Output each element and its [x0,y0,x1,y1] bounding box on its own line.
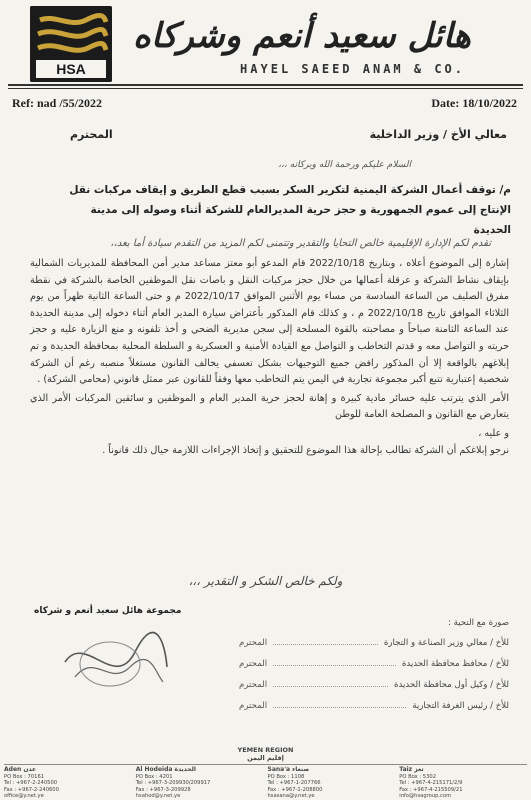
office-box: PO Box : 70161 [4,773,45,780]
letter-body [30,256,509,459]
office-box: PO Box : 4201 [135,773,173,780]
greeting: السلام عليكم ورحمة الله وبركاته ،،، [278,160,411,170]
copy-honorific: المحترم [239,659,268,669]
copy-recipient: للأخ / رئيس الغرفة التجارية [412,701,509,711]
body-paragraph: إشارة إلى الموضوع أعلاه ، وبتاريخ 2022/10/18 قام المدعو أبو معتز مساعد مدير أمن المحافظة للمديريات الشمالية بإيقاف نشاط الشركة و عرقلة أعمالها من خلال حجز مركبات النقل و باصات نقل الموظفين الخاصة بالشركة في نقطة مفرق الصليف من الساعة السادسة من مساء يوم الأثنين الموافق 2022/10/17 م و حتى الساعة الثانية ظهراً من يوم الثلاثاء الموافق تاريخ 2022/10/18 م ، و كذلك قام المذكور بأعتراض سيارة المدير العام أثناء دخوله إلى مدينة الحديدة عند الساعة الثامنة صباحاً و مصاحبته بالقوة المسلحة إلى سجن مديرية الضحي و أخذ تلفونه و منع الزيارة عليه و حجز حريته و التواصل معه و قدتم التخاطب و التواصل مع القيادة الأمنية و العسكرية و السلطة المحلية بمحافظة الحديدة و تم إبلاغهم بالواقعة إلا أن المذكور رافض جميع التوجيهات بشكل تعسفي يخالف القانون مستغلاً منصبه رغم أن الشركة شخصية إعتبارية تتبع أكبر مجموعة تجارية في اليمن يتم التخاطب معها وفقاً للقانون عبر ممثل قانوني (محامي الشركة) . [30,258,509,386]
footer-offices [4,764,527,800]
office-name: Taiz تعز [399,766,424,773]
subject-line: م/ توقف أعمال الشركة اليمنية لتكرير السكر بسبب قطع الطريق و إيقاف مركبات نقل الإنتاج إلى عموم الجمهورية و حجز حرية المديرالعام للشركة أثناء وصوله إلى مدينة الحديدة [69,184,511,236]
dotted-line [273,636,378,645]
office-name: Al Hodeida الحديدة [135,766,196,773]
office-email: info@hsagroup.com [399,793,452,800]
office-fax: Fax : +967-1-208800 [267,786,323,793]
closing-line: ولكم خالص الشكر و التقدير ،،، [188,574,343,588]
office-fax: Fax : +967-2-240600 [4,786,59,793]
company-stamp-image [55,622,175,700]
dotted-line [273,657,396,666]
office-tel: Tel : +967-1-207766 [267,780,321,787]
recipient-honorific: المحترم [70,128,113,141]
copy-recipient-row [239,636,509,657]
office-email: hsasana@y.net.ye [267,793,315,800]
office-email: hsahod@y.net.ye [135,793,181,800]
reference-number: Ref: nad /55/2022 [12,96,102,110]
logo-text: HSA [56,61,86,77]
copy-recipient-row [239,678,509,699]
office-tel: Tel : +967-2-240500 [4,780,58,787]
company-logo [30,6,112,82]
dotted-line [273,678,388,687]
recipient: معالي الأخ / وزير الداخلية [369,128,507,141]
copy-recipient: للأخ / محافظ محافظة الحديدة [401,659,509,669]
office-name: Sana'a صنعاء [267,766,310,773]
office-hodeida [136,767,264,800]
dotted-line [273,699,406,708]
copy-recipient: للأخ / معالي وزير الصناعة و التجارة [383,638,509,648]
region-english: YEMEN REGION [237,746,294,754]
copy-recipient-row [239,699,509,720]
letter-date: Date: 18/10/2022 [431,96,517,110]
office-box: PO Box : 1108 [267,773,305,780]
company-name-english: HAYEL SAEED ANAM & CO. [240,62,465,76]
copy-honorific: المحترم [239,680,268,690]
copies-title: صورة مع التحية : [447,618,509,628]
region-label [0,746,531,762]
office-fax: Fax : +967-4-215509/21 [399,786,463,793]
copy-recipient-row [239,657,509,678]
header-divider [8,84,523,86]
office-fax: Fax : +967-3-209928 [135,786,191,793]
copy-recipient: للأخ / وكيل أول محافظة الحديدة [394,680,509,690]
office-box: PO Box : 5302 [399,773,437,780]
office-tel: Tel : +967-3-209930/209917 [135,780,211,787]
office-email: office@y.net.ye [4,793,44,800]
opening-line: تقدم لكم الإدارة الإقليمية خالص التحايا والتقدير وتتمنى لكم المزيد من التقدم سيادة أما بعد،، [110,238,491,249]
copy-honorific: المحترم [239,638,268,648]
header-divider-thin [8,88,523,89]
company-name-arabic: هائل سعيد أنعم وشركاه [133,16,471,56]
body-paragraph: و عليه ، [478,427,509,439]
body-paragraph: نرجو إبلاغكم أن الشركة تطالب بإحالة هذا الموضوع للتحقيق و إتخاذ الإجراءات اللازمة حيال ذلك قانوناً . [102,444,509,456]
copies-list [239,618,509,720]
office-taiz [399,767,527,800]
copy-honorific: المحترم [239,701,268,711]
office-name: Aden عدن [4,766,37,773]
office-aden [4,767,132,800]
body-paragraph: الأمر الذي يترتب عليه خسائر مادية كبيرة و إهانة لحجز حرية المدير العام و الموظفين و سائقين المركبات الأمر الذي يتعارض مع القانون و المصلحة العامة للوطن [30,392,509,421]
office-tel: Tel : +967-4-215171/2/9 [399,780,463,787]
office-sanaa [268,767,396,800]
region-arabic: إقليم اليمن [247,754,284,762]
signature-company: مجموعة هائل سعيد أنعم و شركاه [34,606,182,616]
